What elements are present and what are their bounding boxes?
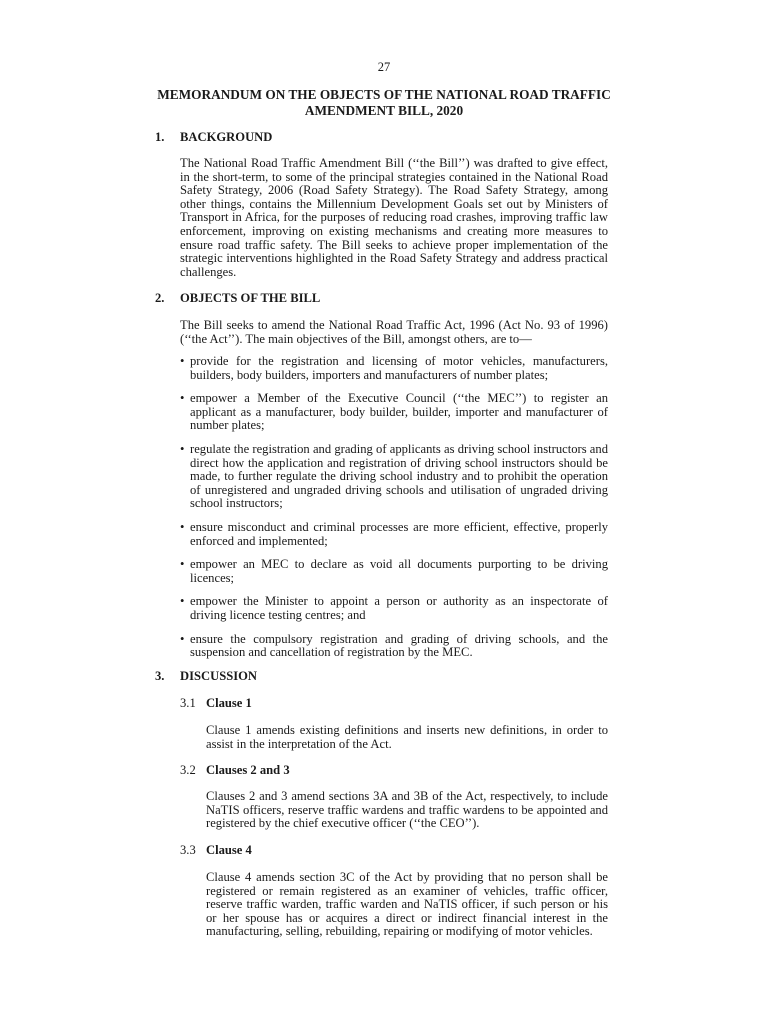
list-item: • empower an MEC to declare as void all documents purporting to be driving licences; — [180, 558, 608, 585]
list-item: • empower a Member of the Executive Council (‘‘the MEC’’) to register an applicant as a manufacturer, body builder, builder, importer and manufacturer of number plates; — [180, 392, 608, 433]
page-number: 27 — [377, 60, 391, 74]
subsection-title: Clause 1 — [206, 696, 252, 710]
subsection-number: 3.1 — [180, 696, 196, 710]
subsection-number: 3.3 — [180, 843, 196, 857]
subsection-title: Clauses 2 and 3 — [206, 763, 290, 777]
list-item: • provide for the registration and licensing of motor vehicles, manufacturers, builders, body builders, importers and manufacturers of number plates; — [180, 355, 608, 382]
list-item: • ensure the compulsory registration and grading of driving schools, and the suspension and cancellation of registration by the MEC. — [180, 633, 608, 660]
objects-intro-paragraph: The Bill seeks to amend the National Road Traffic Act, 1996 (Act No. 93 of 1996) (‘‘the Act’’). The main objectives of the Bill, amongst others, are to— — [180, 318, 608, 346]
clauses-2-3-paragraph: Clauses 2 and 3 amend sections 3A and 3B of the Act, respectively, to include NaTIS officers, reserve traffic wardens and traffic wardens to be appointed and registered by the chief executive officer (‘‘the CEO’’). — [206, 789, 608, 831]
section-title: OBJECTS OF THE BILL — [180, 291, 321, 305]
subsection-title: Clause 4 — [206, 843, 252, 857]
section-title: BACKGROUND — [180, 130, 273, 144]
objectives-list — [180, 355, 608, 670]
list-item: • ensure misconduct and criminal processes are more efficient, effective, properly enforced and implemented; — [180, 521, 608, 548]
background-paragraph: The National Road Traffic Amendment Bill (‘‘the Bill’’) was drafted to give effect, in the short-term, to some of the principal strategies contained in the National Road Safety Strategy, 2006 (Road Safety Strategy). The Road Safety Strategy, among other things, contains the Millennium Development Goals set out by Ministers of Transport in Africa, for the purposes of reducing road crashes, improving traffic law enforcement, improving on existing mechanisms and creating more measures to ensure road traffic safety. The Bill seeks to achieve proper implementation of the strategic interventions highlighted in the Road Safety Strategy and address practical challenges. — [180, 156, 608, 279]
list-item: • empower the Minister to appoint a person or authority as an inspectorate of driving licence testing centres; and — [180, 595, 608, 622]
section-number: 2. — [155, 291, 165, 305]
section-title: DISCUSSION — [180, 669, 257, 683]
subsection-number: 3.2 — [180, 763, 196, 777]
clause-4-paragraph: Clause 4 amends section 3C of the Act by providing that no person shall be registered or remain registered as an examiner of vehicles, traffic officer, reserve traffic warden, traffic warden and NaTIS officer, if such person or his or her spouse has or acquires a direct or indirect financial interest in the manufacturing, selling, rebuilding, repairing or modifying of motor vehicles. — [206, 870, 608, 939]
clause-1-paragraph: Clause 1 amends existing definitions and inserts new definitions, in order to assist in the interpretation of the Act. — [206, 723, 608, 751]
list-item: • regulate the registration and grading of applicants as driving school instructors and direct how the application and registration of driving school instructors should be made, to further regulate the driving school industry and to prohibit the operation of unregistered and ungraded driving schools and utilisation of ungraded driving school instructors; — [180, 443, 608, 511]
section-number: 1. — [155, 130, 165, 144]
document-title: MEMORANDUM ON THE OBJECTS OF THE NATIONAL ROAD TRAFFIC AMENDMENT BILL, 2020 — [157, 87, 611, 118]
section-number: 3. — [155, 669, 165, 683]
